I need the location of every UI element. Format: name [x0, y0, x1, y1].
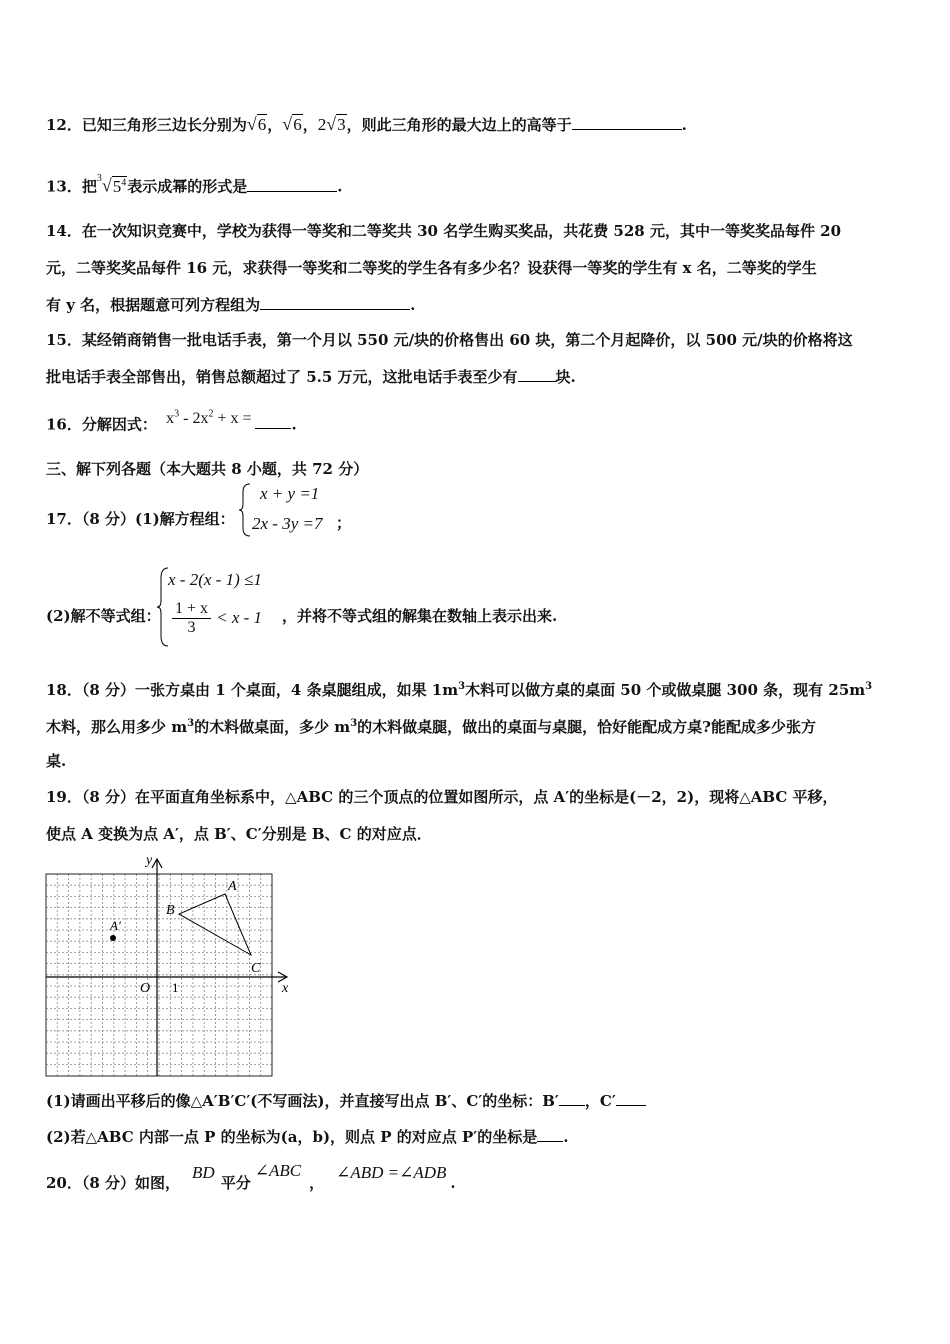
- two-sqrt-3: 2√3: [317, 114, 346, 134]
- q15-line2-text: 批电话手表全部售出，销售总额超过了 5.5 万元，这批电话手表至少有: [46, 368, 518, 386]
- q13-text: 13．把: [46, 177, 97, 196]
- label-a: A: [228, 879, 237, 894]
- q20-end: .: [450, 1174, 456, 1192]
- q13-text-suffix: 表示成幂的形式是: [127, 177, 248, 196]
- q16-end: .: [291, 415, 297, 434]
- question-16: [46, 410, 297, 436]
- q12-text: 12．已知三角形三边长分别为: [46, 116, 247, 134]
- brace-system-1: [238, 482, 252, 538]
- question-20: [46, 1161, 456, 1194]
- label-c: C: [251, 961, 261, 976]
- origin-label: O: [140, 981, 151, 996]
- q12-text-suffix: ，则此三角形的最大边上的高等于: [346, 116, 572, 134]
- section-3-title: 三、解下列各题（本大题共 8 小题，共 72 分）: [46, 460, 369, 478]
- q19-part1: (1)请画出平移后的像△A′B′C′(不写画法)，并直接写出点 B′、C′的坐标：B′ ，C′: [46, 1090, 646, 1112]
- y-label: y: [146, 853, 153, 868]
- q20-mid: 平分: [220, 1174, 251, 1192]
- inequality-2-rhs: < x - 1: [216, 608, 263, 627]
- q14-line1: 14．在一次知识竞赛中，学校为获得一等奖和二等奖共 30 名学生购买奖品，共花费 528 元，其中一等奖奖品每件 20: [46, 222, 842, 240]
- answer-blank[interactable]: [260, 295, 410, 310]
- fraction: $\frac{1 + x}{3}$: [172, 600, 211, 637]
- q20-sep: ，: [309, 1174, 325, 1192]
- x-label: x: [282, 981, 289, 996]
- equation-1: x + y =1: [260, 484, 320, 503]
- q19-line1: 19．（8 分）在平面直角坐标系中，△ABC 的三个顶点的位置如图所示，点 A′的坐标是(－2，2)，现将△ABC 平移，: [46, 788, 838, 806]
- q14-line3-text: 有 y 名，根据题意可列方程组为: [46, 296, 261, 314]
- q18-line1: 18．（8 分）一张方桌由 1 个桌面，4 条桌腿组成，如果 $1m^3$木料可以做方桌的桌面 50 个或做桌腿 300 条，现有 $25m^3$: [46, 681, 873, 699]
- q20-equation: ∠ABD =∠ADB: [336, 1163, 447, 1182]
- label-a-prime: A′: [110, 918, 121, 933]
- answer-blank[interactable]: [255, 414, 291, 429]
- inequality-2: [172, 600, 262, 637]
- point-a-prime: [110, 935, 116, 941]
- question-13: [46, 172, 343, 198]
- q19-part2: (2)若△ABC 内部一点 P 的坐标为(a，b)，则点 P 的对应点 P′的坐标是 .: [46, 1128, 569, 1146]
- sqrt-6-a: √6: [246, 114, 267, 134]
- answer-blank[interactable]: [537, 1127, 563, 1142]
- q20-angle-abc: ∠ABC: [254, 1161, 302, 1180]
- q17-semicolon: ；: [336, 514, 352, 532]
- q17-part2-suffix: ，并将不等式组的解集在数轴上表示出来.: [282, 607, 558, 625]
- q18-line2: 木料，那么用多少 $m^3$的木料做桌面，多少 $m^3$的木料做桌腿，做出的桌面与桌腿，恰好能配成方桌?能配成多少张方: [46, 718, 816, 736]
- grid-lines: [46, 874, 272, 1076]
- cube-root-5-pow-4: $^3√5^4$: [96, 173, 127, 196]
- q16-text: 16．分解因式：: [46, 415, 157, 434]
- answer-blank[interactable]: [247, 177, 337, 192]
- q17-part2-prefix: (2)解不等式组：: [46, 607, 161, 625]
- q15-end: 块.: [555, 368, 576, 386]
- answer-blank-c[interactable]: [616, 1091, 646, 1106]
- q14-line3: [46, 294, 415, 316]
- q16-expression: $x^3 - 2x^2 + x$ =: [166, 409, 256, 428]
- question-12: [46, 113, 687, 136]
- q20-text: 20．（8 分）如图，: [46, 1174, 181, 1192]
- q17-prefix: 17．（8 分）(1)解方程组：: [46, 510, 235, 528]
- equation-2: 2x - 3y =7: [252, 514, 323, 533]
- q14-line2: 元，二等奖奖品每件 16 元，求获得一等奖和二等奖的学生各有多少名？设获得一等奖的学生有 x 名，二等奖的学生: [46, 259, 817, 277]
- q19-line2: 使点 A 变换为点 A′，点 B′、C′分别是 B、C 的对应点．: [46, 825, 432, 843]
- q15-line2: [46, 366, 576, 388]
- q12-end: .: [681, 116, 687, 134]
- label-b: B: [166, 903, 175, 918]
- q15-line1: 15．某经销商销售一批电话手表，第一个月以 550 元/块的价格售出 60 块，第二个月起降价，以 500 元/块的价格将这: [46, 331, 853, 349]
- triangle-abc: [179, 894, 251, 955]
- q18-line3: 桌.: [46, 752, 67, 770]
- unit-label: 1: [172, 980, 179, 995]
- q12-sep: ，: [267, 116, 283, 134]
- sqrt-6-b: √6: [282, 114, 302, 134]
- coordinate-grid-figure: [40, 850, 300, 1080]
- q20-bd: BD: [192, 1163, 215, 1182]
- inequality-1: x - 2(x - 1) ≤1: [168, 570, 262, 589]
- q14-end: .: [410, 296, 416, 314]
- q13-end: .: [337, 177, 343, 196]
- answer-blank[interactable]: [518, 367, 556, 382]
- q12-sep: ，: [302, 116, 318, 134]
- answer-blank-b[interactable]: [559, 1091, 585, 1106]
- answer-blank[interactable]: [572, 115, 682, 130]
